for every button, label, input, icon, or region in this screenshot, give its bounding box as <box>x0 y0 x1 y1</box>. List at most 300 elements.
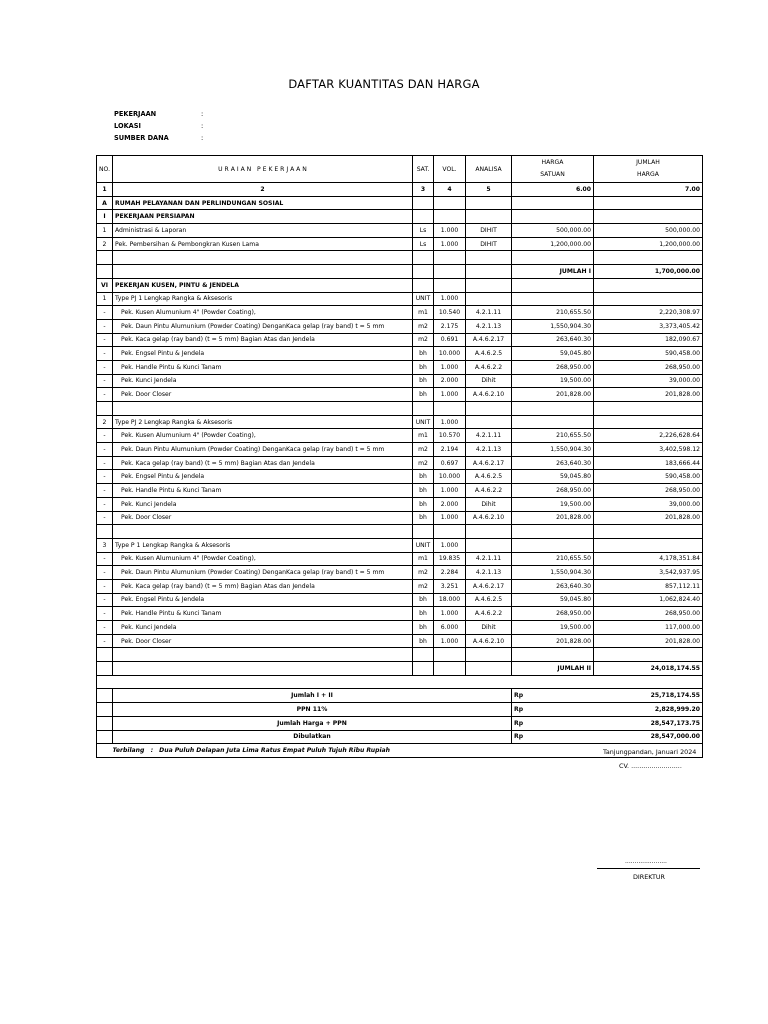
row-unit-price <box>512 292 594 306</box>
row-volume: 2.284 <box>434 566 466 580</box>
empty-cell <box>97 402 113 416</box>
row-unit-price: 201,828.00 <box>512 511 594 525</box>
row-unit: m2 <box>413 579 434 593</box>
row-description: Type PJ 1 Lengkap Rangka & Aksesoris <box>113 292 413 306</box>
row-unit-price: 19,500.00 <box>512 374 594 388</box>
empty-cell <box>594 196 703 210</box>
signature-line <box>597 868 700 869</box>
item-row <box>97 538 703 552</box>
empty-cell <box>434 251 466 265</box>
header-uraian: U R A I A N P E K E R J A A N <box>113 156 413 183</box>
empty-cell <box>97 251 113 265</box>
row-unit-price: 59,045.80 <box>512 593 594 607</box>
row-no: 2 <box>97 415 113 429</box>
row-volume: 2.175 <box>434 319 466 333</box>
sub-item-row <box>97 634 703 648</box>
sub-item-row <box>97 347 703 361</box>
summary-label: Jumlah Harga + PPN <box>113 716 512 730</box>
row-description: Type P 1 Lengkap Rangka & Aksesoris <box>113 538 413 552</box>
row-analysis <box>466 292 512 306</box>
empty-cell <box>434 648 466 662</box>
info-row-lokasi <box>114 122 204 130</box>
row-unit-price: 268,950.00 <box>512 607 594 621</box>
row-description: Pek. Engsel Pintu & Jendela <box>113 470 413 484</box>
item-row <box>97 224 703 238</box>
empty-cell <box>434 196 466 210</box>
row-bullet: - <box>97 634 113 648</box>
row-total-price: 201,828.00 <box>594 634 703 648</box>
row-description: Pek. Engsel Pintu & Jendela <box>113 347 413 361</box>
empty-cell <box>594 251 703 265</box>
row-total-price: 590,458.00 <box>594 470 703 484</box>
row-total-price: 3,542,937.95 <box>594 566 703 580</box>
empty-cell <box>594 648 703 662</box>
row-bullet: - <box>97 456 113 470</box>
row-analysis: 4.2.1.11 <box>466 552 512 566</box>
row-volume: 1.000 <box>434 607 466 621</box>
empty-cell <box>413 402 434 416</box>
empty-cell <box>413 525 434 539</box>
sub-item-row <box>97 443 703 457</box>
sub-item-row <box>97 607 703 621</box>
header-vol: VOL. <box>434 156 466 183</box>
row-analysis: DIHIT <box>466 237 512 251</box>
summary-value: 25,718,174.55 <box>594 689 703 703</box>
row-description: Pek. Handle Pintu & Kunci Tanam <box>113 360 413 374</box>
row-bullet: - <box>97 552 113 566</box>
row-volume: 0.691 <box>434 333 466 347</box>
info-row-sumber-dana <box>114 134 204 142</box>
row-description: Pek. Kaca gelap (ray band) (t = 5 mm) Bagian Atas dan Jendela <box>113 333 413 347</box>
row-description: Pek. Door Closer <box>113 634 413 648</box>
summary-label: Jumlah I + II <box>113 689 512 703</box>
empty-cell <box>97 689 113 703</box>
row-volume: 1.000 <box>434 224 466 238</box>
row-unit-price: 59,045.80 <box>512 470 594 484</box>
row-volume: 1.000 <box>434 634 466 648</box>
sub-item-row <box>97 429 703 443</box>
info-colon: : <box>201 110 204 118</box>
row-no: 3 <box>97 538 113 552</box>
empty-cell <box>113 662 413 676</box>
row-bullet: - <box>97 443 113 457</box>
header-jumlah-line1: JUMLAH <box>636 159 660 166</box>
row-total-price <box>594 538 703 552</box>
row-volume: 10.000 <box>434 470 466 484</box>
row-total-price: 183,666.44 <box>594 456 703 470</box>
row-analysis: A.4.6.2.10 <box>466 388 512 402</box>
row-total-price: 201,828.00 <box>594 388 703 402</box>
empty-cell <box>434 525 466 539</box>
terbilang-text: Dua Puluh Delapan Juta Lima Ratus Empat Puluh Tujuh Ribu Rupiah <box>159 747 391 755</box>
row-bullet: - <box>97 579 113 593</box>
row-total-price: 590,458.00 <box>594 347 703 361</box>
header-analisa: ANALISA <box>466 156 512 183</box>
row-unit-price: 210,655.50 <box>512 429 594 443</box>
row-unit-price: 268,950.00 <box>512 360 594 374</box>
column-number-row <box>97 183 703 197</box>
row-analysis: A.4.6.2.5 <box>466 347 512 361</box>
row-total-price: 201,828.00 <box>594 511 703 525</box>
empty-cell <box>594 525 703 539</box>
row-total-price: 39,000.00 <box>594 374 703 388</box>
row-unit: Ls <box>413 237 434 251</box>
row-description: Pek. Kunci Jendela <box>113 497 413 511</box>
row-analysis: Dihit <box>466 497 512 511</box>
row-bullet: - <box>97 347 113 361</box>
row-volume: 1.000 <box>434 292 466 306</box>
empty-cell <box>434 210 466 224</box>
subtotal-value: 1,700,000.00 <box>594 265 703 279</box>
row-unit: bh <box>413 497 434 511</box>
row-total-price: 268,950.00 <box>594 360 703 374</box>
row-bullet: - <box>97 497 113 511</box>
empty-cell <box>512 196 594 210</box>
blank-row <box>97 525 703 539</box>
row-unit-price: 263,640.30 <box>512 333 594 347</box>
subtotal-label: JUMLAH II <box>512 662 594 676</box>
info-label: LOKASI <box>114 122 141 130</box>
colnum-3: 3 <box>413 183 434 197</box>
row-no: 1 <box>97 292 113 306</box>
empty-cell <box>413 278 434 292</box>
row-analysis: Dihit <box>466 374 512 388</box>
row-unit: UNIT <box>413 538 434 552</box>
row-unit: m1 <box>413 306 434 320</box>
empty-cell <box>97 648 113 662</box>
row-analysis <box>466 538 512 552</box>
row-total-price: 3,373,405.42 <box>594 319 703 333</box>
sub-item-row <box>97 319 703 333</box>
summary-currency: Rp <box>512 689 594 703</box>
subtotal-value: 24,018,174.55 <box>594 662 703 676</box>
row-total-price: 268,950.00 <box>594 607 703 621</box>
info-row-pekerjaan <box>114 110 204 118</box>
row-description: PEKERJAN KUSEN, PINTU & JENDELA <box>113 278 413 292</box>
row-description: Pek. Handle Pintu & Kunci Tanam <box>113 484 413 498</box>
sub-item-row <box>97 306 703 320</box>
row-bullet: - <box>97 319 113 333</box>
row-description: Pek. Kunci Jendela <box>113 621 413 635</box>
empty-cell <box>466 265 512 279</box>
row-analysis: A.4.6.2.10 <box>466 511 512 525</box>
empty-cell <box>413 265 434 279</box>
row-volume: 1.000 <box>434 237 466 251</box>
sub-item-row <box>97 360 703 374</box>
summary-row <box>97 730 703 744</box>
empty-cell <box>97 730 113 744</box>
row-description: RUMAH PELAYANAN DAN PERLINDUNGAN SOSIAL <box>113 196 413 210</box>
row-bullet: - <box>97 511 113 525</box>
row-volume: 1.000 <box>434 538 466 552</box>
empty-cell <box>434 278 466 292</box>
colnum-1: 1 <box>97 183 113 197</box>
row-unit-price: 1,550,904.30 <box>512 566 594 580</box>
signature-placeholder: ...................... <box>625 858 667 865</box>
row-description: Pek. Daun Pintu Alumunium (Powder Coating) DenganKaca gelap (ray band) t = 5 mm <box>113 443 413 457</box>
row-bullet: - <box>97 470 113 484</box>
row-total-price: 39,000.00 <box>594 497 703 511</box>
empty-cell <box>512 402 594 416</box>
row-unit: m2 <box>413 443 434 457</box>
row-unit: m2 <box>413 566 434 580</box>
row-volume: 2.000 <box>434 374 466 388</box>
sub-item-row <box>97 388 703 402</box>
row-unit: m1 <box>413 429 434 443</box>
row-unit-price: 1,550,904.30 <box>512 443 594 457</box>
header-harga-line2: SATUAN <box>540 171 565 178</box>
row-analysis: 4.2.1.13 <box>466 566 512 580</box>
row-unit-price: 201,828.00 <box>512 634 594 648</box>
row-volume: 1.000 <box>434 484 466 498</box>
empty-cell <box>413 648 434 662</box>
summary-currency: Rp <box>512 703 594 717</box>
row-bullet: - <box>97 593 113 607</box>
empty-cell <box>594 210 703 224</box>
row-unit: m2 <box>413 319 434 333</box>
row-description: Pek. Kunci Jendela <box>113 374 413 388</box>
sub-item-row <box>97 456 703 470</box>
row-unit: bh <box>413 484 434 498</box>
row-bullet: - <box>97 388 113 402</box>
row-unit-price: 19,500.00 <box>512 497 594 511</box>
empty-cell <box>512 648 594 662</box>
sub-item-row <box>97 593 703 607</box>
row-bullet: - <box>97 374 113 388</box>
row-unit: UNIT <box>413 292 434 306</box>
row-no: I <box>97 210 113 224</box>
summary-value: 2,828,999.20 <box>594 703 703 717</box>
row-description: Pek. Kaca gelap (ray band) (t = 5 mm) Bagian Atas dan Jendela <box>113 456 413 470</box>
info-label: SUMBER DANA <box>114 134 169 142</box>
item-row <box>97 292 703 306</box>
quantity-price-table <box>96 155 703 758</box>
row-total-price: 182,090.67 <box>594 333 703 347</box>
colnum-5: 5 <box>466 183 512 197</box>
summary-row <box>97 716 703 730</box>
empty-cell <box>512 210 594 224</box>
row-unit: bh <box>413 621 434 635</box>
sub-item-row <box>97 497 703 511</box>
row-volume: 3.251 <box>434 579 466 593</box>
summary-row <box>97 703 703 717</box>
row-analysis: A.4.6.2.17 <box>466 579 512 593</box>
section-header-row <box>97 278 703 292</box>
row-unit-price: 263,640.30 <box>512 456 594 470</box>
empty-cell <box>97 525 113 539</box>
row-volume: 19.835 <box>434 552 466 566</box>
summary-currency: Rp <box>512 716 594 730</box>
empty-cell <box>466 662 512 676</box>
row-volume: 1.000 <box>434 360 466 374</box>
empty-cell <box>466 210 512 224</box>
sub-item-row <box>97 374 703 388</box>
row-unit-price: 59,045.80 <box>512 347 594 361</box>
row-total-price: 1,062,824.40 <box>594 593 703 607</box>
row-volume: 1.000 <box>434 388 466 402</box>
row-unit: Ls <box>413 224 434 238</box>
row-bullet: - <box>97 360 113 374</box>
colnum-6: 6.00 <box>512 183 594 197</box>
summary-currency: Rp <box>512 730 594 744</box>
empty-cell <box>113 265 413 279</box>
table-header-row <box>97 156 703 183</box>
empty-cell <box>113 402 413 416</box>
row-description: Pek. Pembersihan & Pembongkran Kusen Lama <box>113 237 413 251</box>
section-header-row <box>97 196 703 210</box>
colnum-2: 2 <box>113 183 413 197</box>
row-bullet: - <box>97 484 113 498</box>
empty-cell <box>466 402 512 416</box>
row-total-price: 3,402,598.12 <box>594 443 703 457</box>
row-analysis: Dihit <box>466 621 512 635</box>
empty-cell <box>512 278 594 292</box>
colnum-7: 7.00 <box>594 183 703 197</box>
row-volume: 10.570 <box>434 429 466 443</box>
row-total-price: 500,000.00 <box>594 224 703 238</box>
sub-item-row <box>97 511 703 525</box>
row-unit: bh <box>413 360 434 374</box>
info-colon: : <box>201 122 204 130</box>
empty-cell <box>413 662 434 676</box>
row-description: Pek. Daun Pintu Alumunium (Powder Coating) DenganKaca gelap (ray band) t = 5 mm <box>113 319 413 333</box>
blank-row <box>97 251 703 265</box>
row-analysis: 4.2.1.13 <box>466 319 512 333</box>
header-jumlah-line2: HARGA <box>637 171 659 178</box>
row-unit: bh <box>413 593 434 607</box>
row-bullet: - <box>97 621 113 635</box>
summary-value: 28,547,173.75 <box>594 716 703 730</box>
row-analysis: A.4.6.2.5 <box>466 470 512 484</box>
row-analysis: A.4.6.2.2 <box>466 360 512 374</box>
empty-cell <box>413 196 434 210</box>
row-volume: 6.000 <box>434 621 466 635</box>
empty-cell <box>97 675 703 689</box>
row-no: 2 <box>97 237 113 251</box>
row-unit: bh <box>413 388 434 402</box>
row-description: Pek. Kusen Alumunium 4" (Powder Coating), <box>113 429 413 443</box>
sub-item-row <box>97 552 703 566</box>
row-volume: 1.000 <box>434 511 466 525</box>
summary-value: 28,547,000.00 <box>594 730 703 744</box>
empty-cell <box>466 278 512 292</box>
row-analysis: A.4.6.2.17 <box>466 456 512 470</box>
signature-date: Tanjungpandan, Januari 2024 <box>603 748 697 756</box>
row-volume: 0.697 <box>434 456 466 470</box>
sub-item-row <box>97 470 703 484</box>
row-unit: bh <box>413 347 434 361</box>
row-bullet: - <box>97 566 113 580</box>
row-description: Pek. Kusen Alumunium 4" (Powder Coating), <box>113 552 413 566</box>
row-bullet: - <box>97 306 113 320</box>
subtotal-row <box>97 265 703 279</box>
row-description: Administrasi & Laporan <box>113 224 413 238</box>
empty-cell <box>413 251 434 265</box>
row-bullet: - <box>97 333 113 347</box>
item-row <box>97 415 703 429</box>
empty-cell <box>594 278 703 292</box>
item-row <box>97 237 703 251</box>
empty-cell <box>466 251 512 265</box>
row-analysis: DIHIT <box>466 224 512 238</box>
empty-cell <box>512 251 594 265</box>
info-label: PEKERJAAN <box>114 110 157 118</box>
row-unit-price <box>512 415 594 429</box>
row-description: Pek. Kusen Alumunium 4" (Powder Coating), <box>113 306 413 320</box>
header-no: NO. <box>97 156 113 183</box>
subtotal-row <box>97 662 703 676</box>
row-description: PEKERJAAN PERSIAPAN <box>113 210 413 224</box>
row-unit-price: 500,000.00 <box>512 224 594 238</box>
row-no: 1 <box>97 224 113 238</box>
empty-cell <box>97 716 113 730</box>
empty-cell <box>97 265 113 279</box>
row-unit: bh <box>413 511 434 525</box>
spacer-row <box>97 675 703 689</box>
row-total-price: 857,112.11 <box>594 579 703 593</box>
row-no: A <box>97 196 113 210</box>
row-analysis: 4.2.1.11 <box>466 429 512 443</box>
row-unit-price: 19,500.00 <box>512 621 594 635</box>
row-total-price <box>594 292 703 306</box>
row-unit-price: 268,950.00 <box>512 484 594 498</box>
row-description: Pek. Handle Pintu & Kunci Tanam <box>113 607 413 621</box>
subtotal-label: JUMLAH I <box>512 265 594 279</box>
row-bullet: - <box>97 607 113 621</box>
row-total-price: 4,178,351.84 <box>594 552 703 566</box>
row-analysis <box>466 415 512 429</box>
row-total-price: 268,950.00 <box>594 484 703 498</box>
row-unit: m1 <box>413 552 434 566</box>
empty-cell <box>466 648 512 662</box>
row-unit: UNIT <box>413 415 434 429</box>
row-volume: 1.000 <box>434 415 466 429</box>
colnum-4: 4 <box>434 183 466 197</box>
row-unit-price: 201,828.00 <box>512 388 594 402</box>
row-unit-price: 263,640.30 <box>512 579 594 593</box>
row-unit-price: 1,200,000.00 <box>512 237 594 251</box>
row-total-price: 1,200,000.00 <box>594 237 703 251</box>
empty-cell <box>434 402 466 416</box>
empty-cell <box>434 265 466 279</box>
empty-cell <box>113 251 413 265</box>
row-analysis: A.4.6.2.2 <box>466 607 512 621</box>
row-description: Pek. Door Closer <box>113 388 413 402</box>
summary-label: PPN 11% <box>113 703 512 717</box>
row-volume: 2.194 <box>434 443 466 457</box>
blank-row <box>97 648 703 662</box>
row-volume: 10.540 <box>434 306 466 320</box>
row-description: Pek. Kaca gelap (ray band) (t = 5 mm) Bagian Atas dan Jendela <box>113 579 413 593</box>
sub-item-row <box>97 566 703 580</box>
sub-item-row <box>97 621 703 635</box>
row-volume: 2.000 <box>434 497 466 511</box>
row-unit-price <box>512 538 594 552</box>
signature-title: DIREKTUR <box>633 873 665 881</box>
row-analysis: A.4.6.2.2 <box>466 484 512 498</box>
row-analysis: A.4.6.2.5 <box>466 593 512 607</box>
empty-cell <box>434 662 466 676</box>
empty-cell <box>113 648 413 662</box>
row-volume: 18.000 <box>434 593 466 607</box>
blank-row <box>97 402 703 416</box>
info-colon: : <box>201 134 204 142</box>
row-volume: 10.000 <box>434 347 466 361</box>
row-bullet: - <box>97 429 113 443</box>
row-analysis: A.4.6.2.10 <box>466 634 512 648</box>
empty-cell <box>594 402 703 416</box>
row-total-price <box>594 415 703 429</box>
